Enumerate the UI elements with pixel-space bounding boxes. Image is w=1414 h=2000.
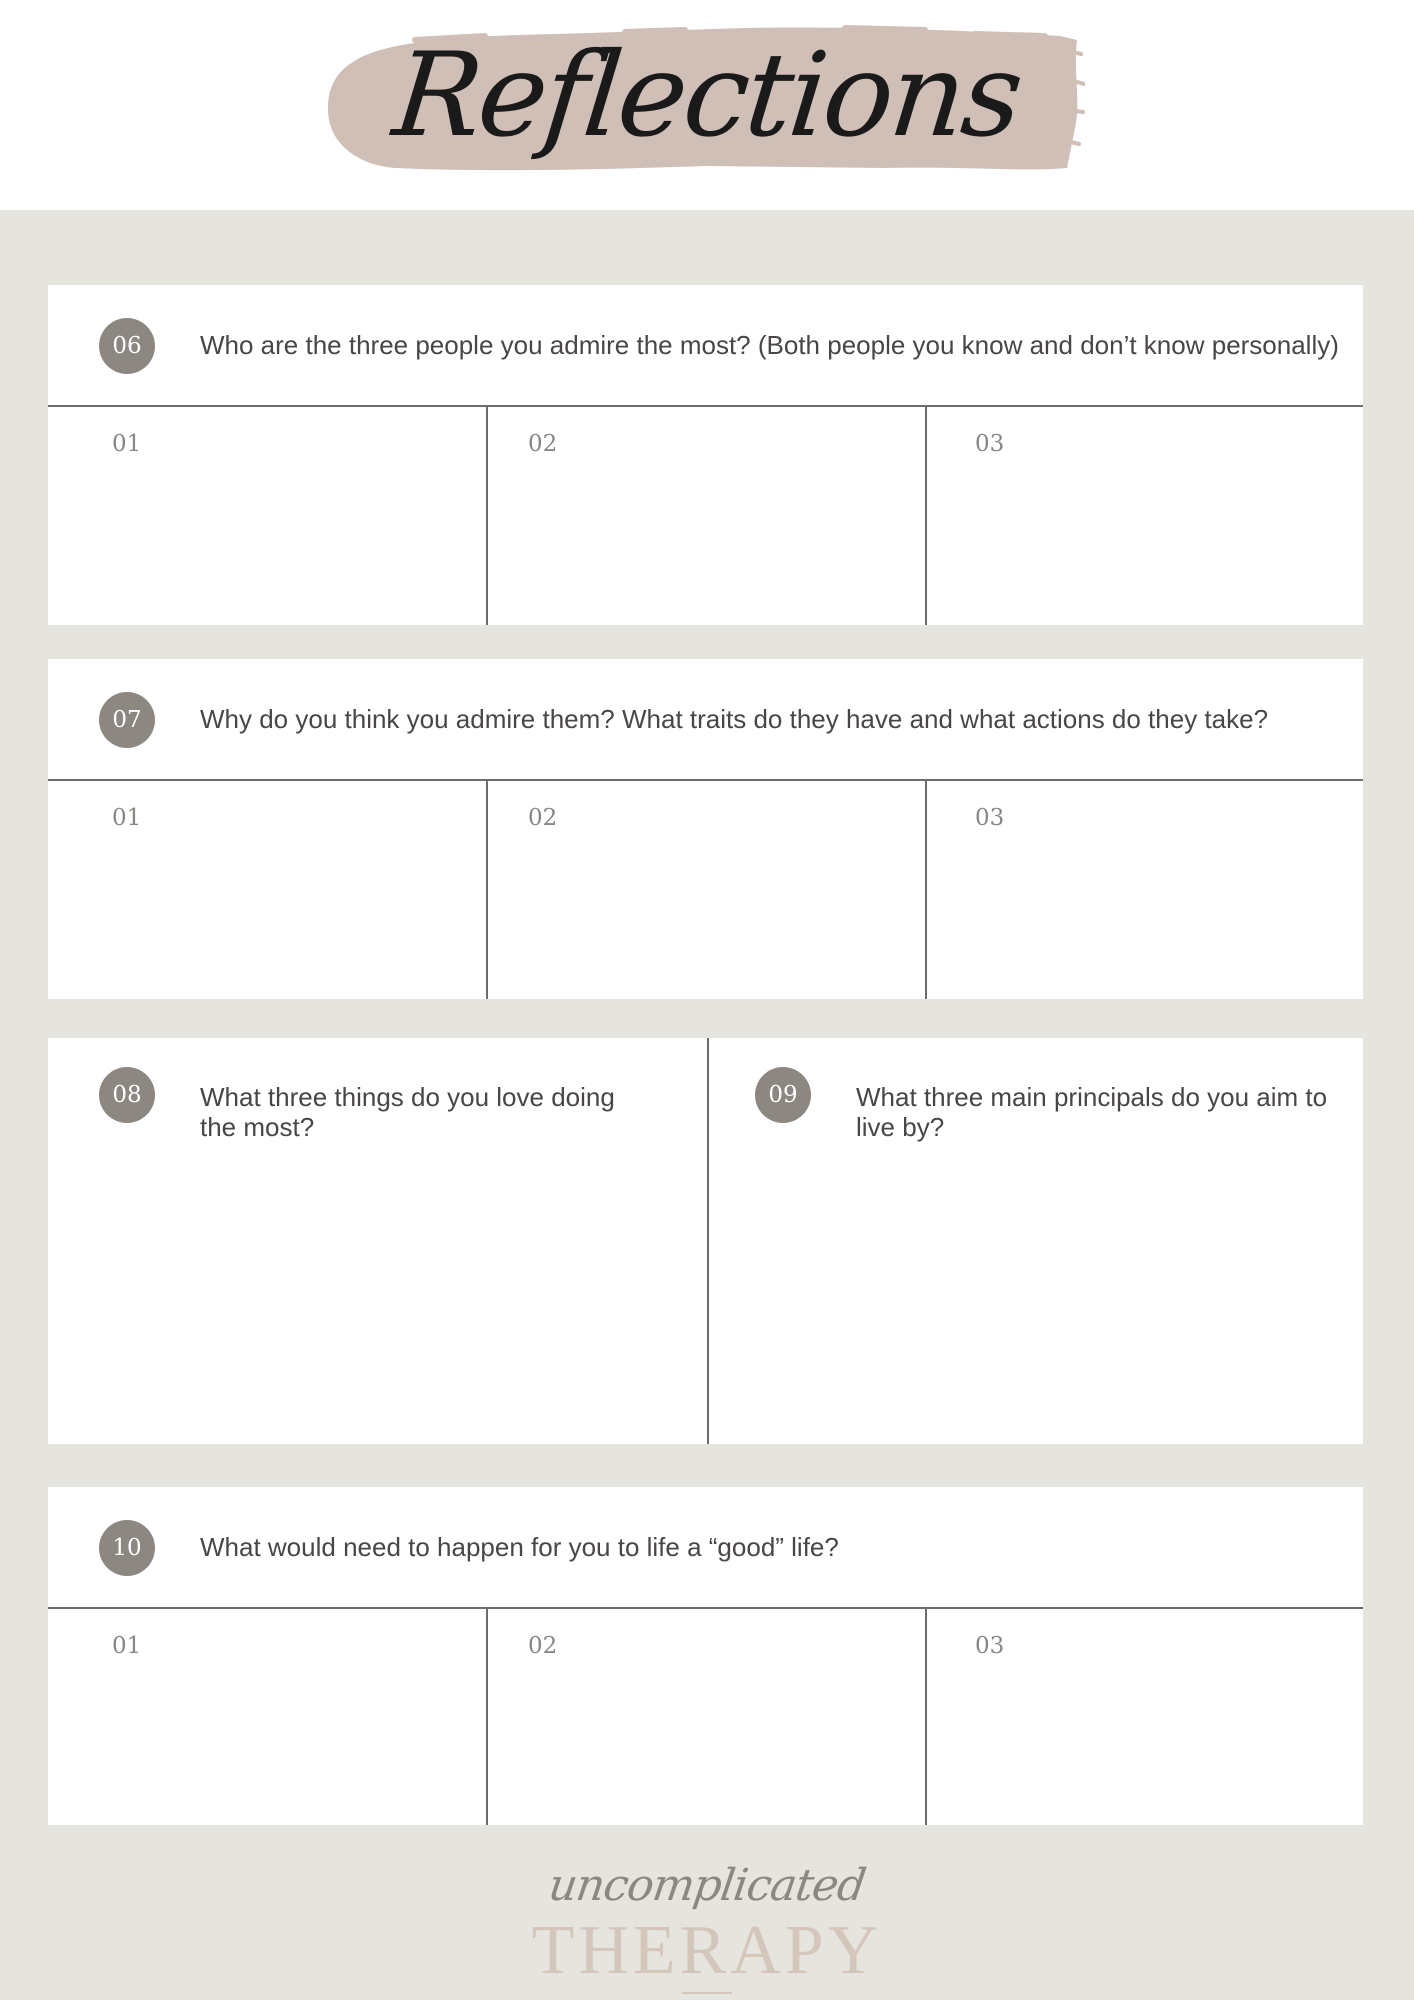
question-number-badge: 09: [755, 1067, 811, 1123]
answer-columns: [48, 1609, 1363, 1825]
answer-columns: [48, 407, 1363, 625]
answer-number: 03: [975, 431, 1005, 457]
answer-number: 03: [975, 1633, 1005, 1659]
question-header: [48, 1487, 1363, 1609]
question-text: What would need to happen for you to life a “good” life?: [200, 1532, 839, 1562]
logo-script-text: uncomplicated: [545, 1860, 869, 1911]
answer-box-03[interactable]: [927, 781, 1363, 999]
answer-number: 02: [528, 1633, 558, 1659]
question-text: What three things do you love doing the most?: [200, 1082, 615, 1142]
question-text: Who are the three people you admire the most? (Both people you know and don’t know personally): [200, 330, 1339, 360]
question-card-10: [48, 1487, 1363, 1825]
question-header: [48, 659, 1363, 781]
page-header: [0, 0, 1414, 210]
answer-box-01[interactable]: [48, 1609, 488, 1825]
answer-number: 03: [975, 805, 1005, 831]
answer-box-02[interactable]: [488, 407, 927, 625]
question-number-badge: 07: [99, 692, 155, 748]
question-card-06: [48, 285, 1363, 625]
question-card-07: [48, 659, 1363, 999]
answer-box-03[interactable]: [927, 1609, 1363, 1825]
question-card-08-09: [48, 1038, 1363, 1444]
brand-logo: [457, 1860, 957, 2000]
answer-columns: [48, 781, 1363, 999]
answer-box-01[interactable]: [48, 781, 488, 999]
logo-underline: [682, 1992, 732, 1994]
logo-wordmark: THERAPY: [531, 1912, 883, 1989]
answer-box-09[interactable]: [709, 1038, 1363, 1444]
question-number-badge: 06: [99, 318, 155, 374]
question-text: Why do you think you admire them? What traits do they have and what actions do they take?: [200, 704, 1269, 734]
answer-box-08[interactable]: [48, 1038, 709, 1444]
answer-box-02[interactable]: [488, 1609, 927, 1825]
question-header: [48, 285, 1363, 407]
answer-number: 01: [112, 805, 142, 831]
question-text: What three main principals do you aim to live by?: [856, 1082, 1328, 1142]
page-title: Reflections: [387, 27, 1027, 163]
answer-number: 02: [528, 805, 558, 831]
answer-number: 01: [112, 1633, 142, 1659]
question-number-badge: 10: [99, 1520, 155, 1576]
answer-number: 01: [112, 431, 142, 457]
answer-box-02[interactable]: [488, 781, 927, 999]
answer-number: 02: [528, 431, 558, 457]
answer-box-03[interactable]: [927, 407, 1363, 625]
answer-box-01[interactable]: [48, 407, 488, 625]
question-number-badge: 08: [99, 1067, 155, 1123]
